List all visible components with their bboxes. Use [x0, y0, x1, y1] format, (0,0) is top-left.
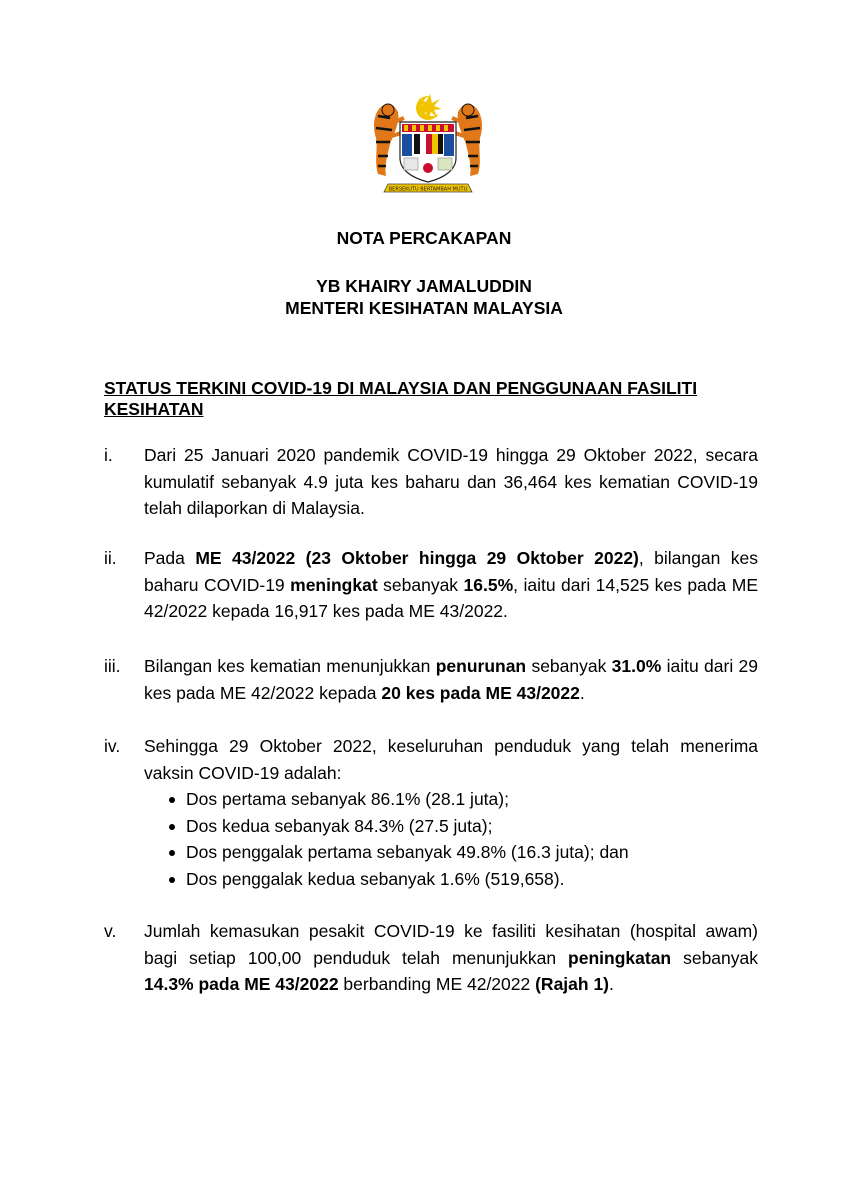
body-text: Bilangan kes kematian menunjukkan: [144, 656, 436, 676]
speaker-name: YB KHAIRY JAMALUDDIN: [316, 276, 532, 296]
body-text: Dari 25 Januari 2020 pandemik COVID-19 hingga 29 Oktober 2022, secara kumulatif sebanyak 4.9 juta kes baharu dan 36,464 kes kematian COVID-19 telah dilaporkan di Malaysia.: [144, 445, 758, 518]
speaker-role: MENTERI KESIHATAN MALAYSIA: [285, 298, 563, 318]
body-text: , bilangan kes baharu COVID-19: [144, 548, 758, 595]
item-number: ii.: [104, 548, 117, 568]
item-number: iv.: [104, 736, 121, 756]
emphasis-text: peningkatan: [568, 947, 672, 968]
section-heading: STATUS TERKINI COVID-19 DI MALAYSIA DAN PENGGUNAAN FASILITI KESIHATAN: [104, 378, 698, 419]
item-text: [144, 918, 758, 998]
body-text: sebanyak: [377, 574, 464, 595]
emphasis-text: 31.0%: [611, 656, 662, 676]
body-text: .: [579, 682, 585, 703]
item-text: [144, 733, 758, 786]
body-text: sebanyak: [526, 656, 612, 676]
body-text: Sehingga 29 Oktober 2022, keseluruhan penduduk yang telah menerima vaksin COVID-19 adalah:: [144, 736, 758, 783]
document-title: NOTA PERCAKAPAN: [336, 228, 512, 248]
vaccine-bullet-list: [164, 786, 724, 892]
emphasis-text: ME 43/2022 (23 Oktober hingga 29 Oktober 2022): [195, 548, 639, 568]
item-number: iii.: [104, 656, 121, 676]
item-number: v.: [104, 921, 117, 941]
svg-text:BERSEKUTU BERTAMBAH MUTU: BERSEKUTU BERTAMBAH MUTU: [388, 186, 468, 193]
emphasis-text: 16.5%: [463, 574, 514, 595]
emphasis-text: 20 kes pada ME 43/2022: [381, 682, 580, 703]
item-text: [144, 442, 758, 522]
emphasis-text: 14.3% pada ME 43/2022: [144, 974, 339, 994]
body-text: sebanyak: [671, 947, 759, 968]
item-number: i.: [104, 445, 113, 465]
body-text: , iaitu dari 14,525 kes pada ME 42/2022 kepada 16,917 kes pada ME 43/2022.: [144, 574, 758, 621]
emphasis-text: (Rajah 1): [535, 974, 610, 994]
body-text: iaitu dari 29 kes pada ME 42/2022 kepada: [144, 656, 758, 703]
body-text: Jumlah kemasukan pesakit COVID-19 ke fasiliti kesihatan (hospital awam) bagi setiap 100,00 penduduk telah menunjukkan: [144, 921, 758, 968]
shield-icon: [400, 122, 456, 182]
body-text: .: [609, 974, 614, 994]
item-text: [144, 653, 758, 706]
bullet-item: Dos penggalak pertama sebanyak 49.8% (16.3 juta); dan: [164, 839, 724, 866]
body-text: berbanding ME 42/2022: [338, 974, 536, 994]
bullet-item: Dos kedua sebanyak 84.3% (27.5 juta);: [164, 813, 724, 840]
emphasis-text: meningkat: [290, 574, 378, 595]
emphasis-text: penurunan: [435, 656, 527, 676]
item-text: [144, 545, 758, 625]
body-text: Pada: [144, 548, 196, 568]
bullet-item: Dos pertama sebanyak 86.1% (28.1 juta);: [164, 786, 724, 813]
coat-of-arms-icon: [364, 92, 492, 200]
bullet-item: Dos penggalak kedua sebanyak 1.6% (519,658).: [164, 866, 724, 893]
